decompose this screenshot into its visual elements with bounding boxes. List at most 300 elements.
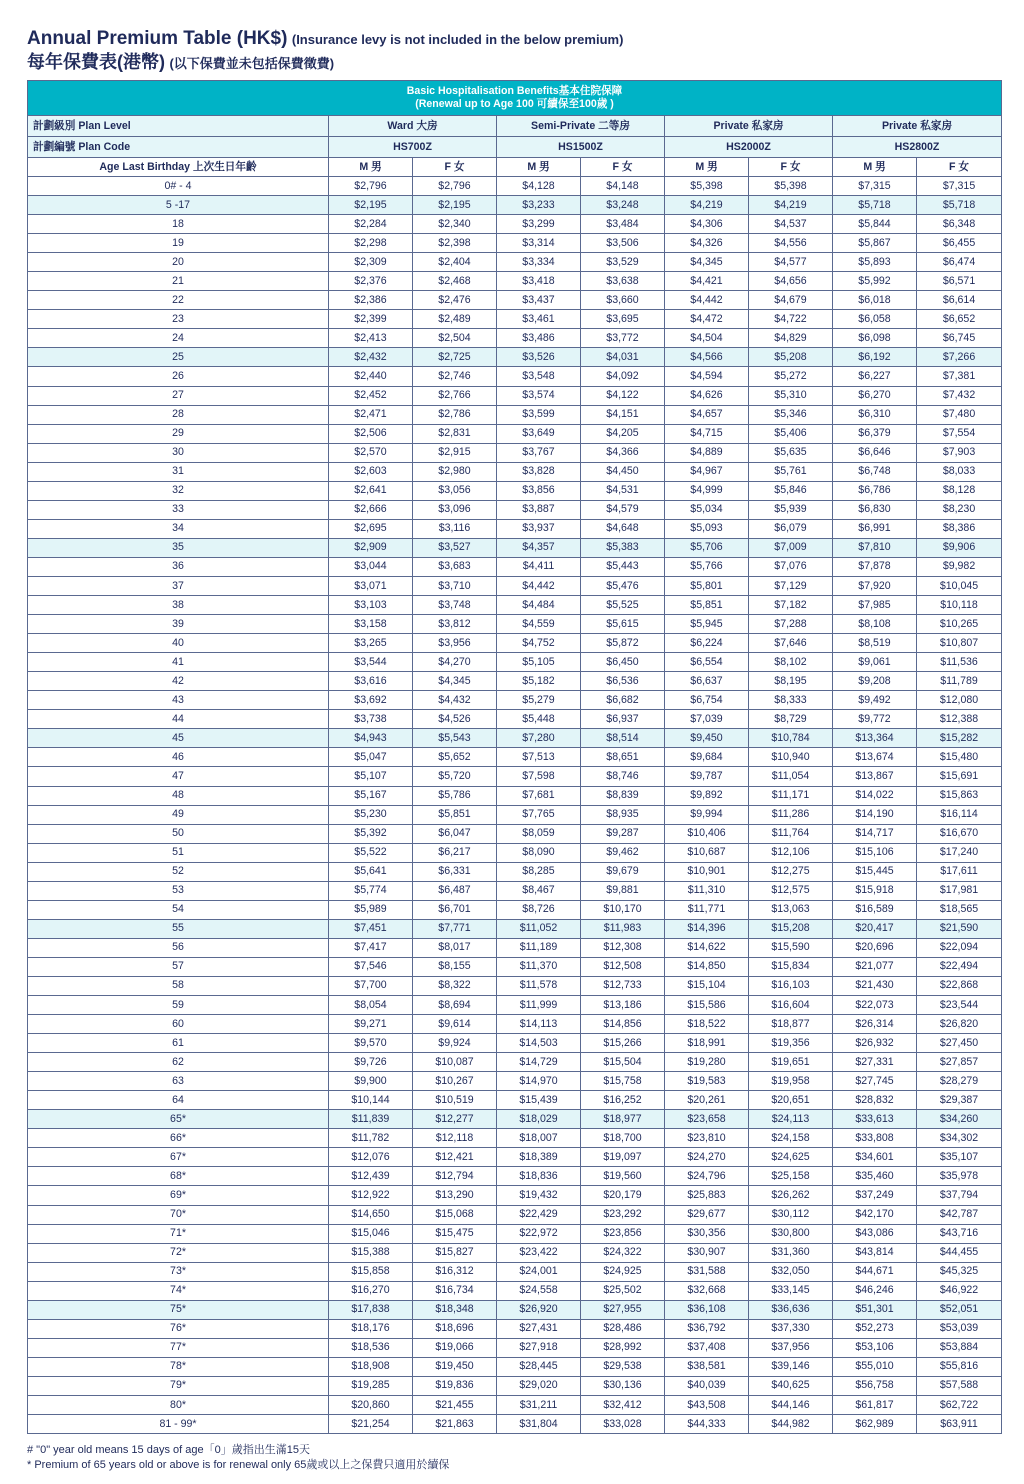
table-row [28,557,1002,576]
premium-cell: $24,558 [497,1281,581,1300]
premium-cell: $27,431 [497,1319,581,1338]
table-row [28,1091,1002,1110]
premium-cell: $43,508 [665,1396,749,1415]
table-row [28,1034,1002,1053]
premium-cell: $4,999 [665,481,749,500]
premium-cell: $6,614 [917,291,1002,310]
premium-cell: $11,999 [497,996,581,1015]
premium-cell: $11,171 [749,786,833,805]
premium-cell: $12,575 [749,881,833,900]
premium-cell: $8,230 [917,500,1002,519]
age-cell: 51 [28,843,329,862]
premium-cell: $3,056 [413,481,497,500]
age-cell: 56 [28,938,329,957]
premium-cell: $12,421 [413,1148,497,1167]
premium-cell: $8,090 [497,843,581,862]
table-row [28,1243,1002,1262]
premium-cell: $4,577 [749,253,833,272]
premium-cell: $34,601 [833,1148,917,1167]
premium-cell: $9,492 [833,691,917,710]
table-row [28,1072,1002,1091]
age-cell: 48 [28,786,329,805]
premium-cell: $11,771 [665,900,749,919]
premium-cell: $37,408 [665,1338,749,1357]
premium-cell: $2,471 [329,405,413,424]
age-cell: 45 [28,729,329,748]
table-row [28,310,1002,329]
premium-cell: $4,559 [497,615,581,634]
premium-cell: $10,265 [917,615,1002,634]
premium-cell: $13,364 [833,729,917,748]
footnote-renewal: * Premium of 65 years old or above is for renewal only 65歲或以上之保費只適用於續保 [27,1459,450,1471]
table-row [28,615,1002,634]
premium-cell: $3,812 [413,615,497,634]
table-row [28,786,1002,805]
age-cell: 78* [28,1357,329,1376]
table-row [28,291,1002,310]
premium-cell: $8,017 [413,938,497,957]
table-row [28,729,1002,748]
age-cell: 65* [28,1110,329,1129]
premium-cell: $35,107 [917,1148,1002,1167]
table-row [28,1281,1002,1300]
premium-cell: $14,113 [497,1015,581,1034]
premium-cell: $4,031 [581,348,665,367]
premium-cell: $5,720 [413,767,497,786]
table-row [28,329,1002,348]
table-row [28,653,1002,672]
premium-cell: $7,182 [749,596,833,615]
premium-cell: $32,668 [665,1281,749,1300]
premium-cell: $5,761 [749,462,833,481]
premium-cell: $16,252 [581,1091,665,1110]
premium-cell: $29,538 [581,1357,665,1376]
premium-cell: $2,506 [329,424,413,443]
premium-cell: $5,945 [665,615,749,634]
table-row [28,748,1002,767]
age-cell: 43 [28,691,329,710]
premium-cell: $43,716 [917,1224,1002,1243]
table-row [28,881,1002,900]
premium-cell: $6,450 [581,653,665,672]
premium-cell: $10,687 [665,843,749,862]
premium-cell: $3,638 [581,272,665,291]
premium-cell: $3,096 [413,500,497,519]
premium-cell: $3,544 [329,653,413,672]
table-row [28,1167,1002,1186]
premium-cell: $15,046 [329,1224,413,1243]
plan-code-ward: HS700Z [329,137,497,158]
premium-cell: $52,273 [833,1319,917,1338]
premium-cell: $3,828 [497,462,581,481]
premium-cell: $4,326 [665,234,749,253]
table-row [28,1224,1002,1243]
premium-cell: $5,398 [749,177,833,196]
premium-cell: $38,581 [665,1357,749,1376]
age-cell: 46 [28,748,329,767]
premium-cell: $6,270 [833,386,917,405]
premium-cell: $5,448 [497,710,581,729]
premium-cell: $24,625 [749,1148,833,1167]
premium-cell: $7,903 [917,443,1002,462]
premium-cell: $19,958 [749,1072,833,1091]
premium-cell: $4,526 [413,710,497,729]
premium-cell: $27,918 [497,1338,581,1357]
premium-cell: $3,484 [581,215,665,234]
premium-cell: $57,588 [917,1376,1002,1395]
premium-cell: $5,786 [413,786,497,805]
premium-cell: $4,357 [497,538,581,557]
premium-cell: $10,807 [917,634,1002,653]
premium-cell: $24,270 [665,1148,749,1167]
premium-cell: $23,658 [665,1110,749,1129]
premium-cell: $19,583 [665,1072,749,1091]
premium-cell: $20,696 [833,938,917,957]
premium-cell: $6,098 [833,329,917,348]
premium-cell: $2,915 [413,443,497,462]
premium-cell: $26,262 [749,1186,833,1205]
premium-cell: $11,052 [497,919,581,938]
premium-cell: $5,522 [329,843,413,862]
age-cell: 40 [28,634,329,653]
premium-cell: $3,574 [497,386,581,405]
premium-cell: $3,437 [497,291,581,310]
age-cell: 25 [28,348,329,367]
premium-cell: $2,195 [329,196,413,215]
premium-cell: $21,430 [833,976,917,995]
premium-cell: $2,413 [329,329,413,348]
premium-cell: $19,356 [749,1034,833,1053]
premium-cell: $7,513 [497,748,581,767]
premium-cell: $9,906 [917,538,1002,557]
premium-cell: $18,007 [497,1129,581,1148]
premium-cell: $5,872 [581,634,665,653]
age-cell: 32 [28,481,329,500]
premium-cell: $3,103 [329,596,413,615]
premium-cell: $6,348 [917,215,1002,234]
age-cell: 49 [28,805,329,824]
age-cell: 41 [28,653,329,672]
premium-cell: $9,726 [329,1053,413,1072]
premium-cell: $43,086 [833,1224,917,1243]
premium-cell: $5,107 [329,767,413,786]
premium-cell: $9,614 [413,1015,497,1034]
female-header: F 女 [917,158,1002,177]
premium-cell: $15,475 [413,1224,497,1243]
premium-cell: $10,045 [917,576,1002,595]
male-header: M 男 [833,158,917,177]
premium-cell: $4,829 [749,329,833,348]
premium-cell: $25,883 [665,1186,749,1205]
premium-cell: $56,758 [833,1376,917,1395]
table-row [28,996,1002,1015]
premium-cell: $31,360 [749,1243,833,1262]
premium-cell: $35,978 [917,1167,1002,1186]
premium-cell: $3,334 [497,253,581,272]
table-row [28,862,1002,881]
premium-cell: $33,028 [581,1415,665,1434]
premium-cell: $46,922 [917,1281,1002,1300]
premium-cell: $25,502 [581,1281,665,1300]
premium-cell: $3,548 [497,367,581,386]
table-row [28,634,1002,653]
premium-cell: $5,706 [665,538,749,557]
premium-cell: $42,787 [917,1205,1002,1224]
age-cell: 54 [28,900,329,919]
premium-cell: $16,270 [329,1281,413,1300]
premium-cell: $3,887 [497,500,581,519]
premium-cell: $2,376 [329,272,413,291]
premium-cell: $6,455 [917,234,1002,253]
premium-cell: $14,022 [833,786,917,805]
premium-cell: $5,652 [413,748,497,767]
premium-cell: $8,651 [581,748,665,767]
premium-cell: $9,450 [665,729,749,748]
premium-cell: $15,104 [665,976,749,995]
premium-cell: $5,034 [665,500,749,519]
premium-cell: $23,544 [917,996,1002,1015]
premium-cell: $33,145 [749,1281,833,1300]
premium-cell: $2,489 [413,310,497,329]
premium-cell: $3,956 [413,634,497,653]
premium-cell: $2,398 [413,234,497,253]
premium-cell: $11,839 [329,1110,413,1129]
age-cell: 47 [28,767,329,786]
age-cell: 23 [28,310,329,329]
premium-table-body [28,81,1002,1434]
premium-cell: $4,442 [497,576,581,595]
premium-cell: $5,718 [917,196,1002,215]
premium-cell: $8,519 [833,634,917,653]
premium-cell: $6,786 [833,481,917,500]
premium-cell: $4,556 [749,234,833,253]
premium-cell: $9,892 [665,786,749,805]
premium-cell: $3,660 [581,291,665,310]
premium-cell: $4,679 [749,291,833,310]
premium-cell: $2,468 [413,272,497,291]
premium-cell: $8,839 [581,786,665,805]
table-row [28,348,1002,367]
age-cell: 79* [28,1376,329,1395]
premium-cell: $9,900 [329,1072,413,1091]
premium-cell: $2,399 [329,310,413,329]
premium-cell: $15,858 [329,1262,413,1281]
age-cell: 76* [28,1319,329,1338]
age-cell: 44 [28,710,329,729]
age-cell: 21 [28,272,329,291]
premium-cell: $18,522 [665,1015,749,1034]
premium-cell: $15,863 [917,786,1002,805]
age-cell: 80* [28,1396,329,1415]
premium-cell: $40,625 [749,1376,833,1395]
premium-cell: $14,970 [497,1072,581,1091]
premium-cell: $23,422 [497,1243,581,1262]
premium-cell: $51,301 [833,1300,917,1319]
premium-cell: $11,782 [329,1129,413,1148]
premium-cell: $9,061 [833,653,917,672]
premium-cell: $9,982 [917,557,1002,576]
banner-line-2: (Renewal up to Age 100 可續保至100歲 ) [415,98,614,110]
premium-cell: $5,208 [749,348,833,367]
premium-cell: $7,554 [917,424,1002,443]
premium-cell: $12,275 [749,862,833,881]
premium-cell: $15,586 [665,996,749,1015]
premium-cell: $2,725 [413,348,497,367]
age-cell: 36 [28,557,329,576]
premium-cell: $25,158 [749,1167,833,1186]
premium-cell: $32,412 [581,1396,665,1415]
premium-cell: $14,622 [665,938,749,957]
premium-cell: $7,451 [329,919,413,938]
premium-cell: $27,450 [917,1034,1002,1053]
premium-cell: $27,955 [581,1300,665,1319]
table-row [28,443,1002,462]
premium-cell: $8,033 [917,462,1002,481]
premium-cell: $8,467 [497,881,581,900]
premium-cell: $10,087 [413,1053,497,1072]
table-row [28,672,1002,691]
table-row [28,424,1002,443]
premium-cell: $4,752 [497,634,581,653]
premium-cell: $53,106 [833,1338,917,1357]
premium-cell: $6,571 [917,272,1002,291]
table-row [28,805,1002,824]
premium-cell: $6,652 [917,310,1002,329]
premium-cell: $8,195 [749,672,833,691]
premium-cell: $3,044 [329,557,413,576]
premium-cell: $11,983 [581,919,665,938]
premium-cell: $12,080 [917,691,1002,710]
premium-cell: $15,691 [917,767,1002,786]
premium-cell: $10,940 [749,748,833,767]
premium-cell: $18,977 [581,1110,665,1129]
premium-cell: $4,504 [665,329,749,348]
age-cell: 68* [28,1167,329,1186]
premium-cell: $3,710 [413,576,497,595]
premium-cell: $15,480 [917,748,1002,767]
premium-cell: $6,830 [833,500,917,519]
premium-cell: $8,746 [581,767,665,786]
premium-cell: $27,745 [833,1072,917,1091]
premium-cell: $15,758 [581,1072,665,1091]
premium-cell: $19,836 [413,1376,497,1395]
premium-cell: $4,306 [665,215,749,234]
table-row [28,500,1002,519]
premium-cell: $7,878 [833,557,917,576]
premium-cell: $2,695 [329,519,413,538]
age-cell: 75* [28,1300,329,1319]
premium-cell: $6,754 [665,691,749,710]
premium-cell: $8,333 [749,691,833,710]
premium-cell: $4,345 [665,253,749,272]
premium-cell: $4,626 [665,386,749,405]
premium-cell: $6,701 [413,900,497,919]
banner-line-1: Basic Hospitalisation Benefits基本住院保障 [406,85,623,97]
premium-cell: $27,857 [917,1053,1002,1072]
premium-cell: $4,579 [581,500,665,519]
premium-cell: $28,832 [833,1091,917,1110]
premium-cell: $6,554 [665,653,749,672]
premium-cell: $30,112 [749,1205,833,1224]
premium-cell: $18,029 [497,1110,581,1129]
premium-cell: $15,388 [329,1243,413,1262]
age-cell: 38 [28,596,329,615]
plan-code-label: 計劃編號 Plan Code [28,137,329,158]
premium-cell: $29,020 [497,1376,581,1395]
premium-cell: $16,589 [833,900,917,919]
premium-cell: $14,396 [665,919,749,938]
premium-cell: $61,817 [833,1396,917,1415]
table-row [28,1129,1002,1148]
premium-cell: $7,417 [329,938,413,957]
premium-cell: $5,801 [665,576,749,595]
premium-cell: $4,345 [413,672,497,691]
premium-cell: $30,800 [749,1224,833,1243]
age-cell: 71* [28,1224,329,1243]
premium-cell: $28,992 [581,1338,665,1357]
premium-cell: $20,651 [749,1091,833,1110]
premium-cell: $9,787 [665,767,749,786]
table-row [28,1205,1002,1224]
premium-cell: $9,570 [329,1034,413,1053]
premium-cell: $10,519 [413,1091,497,1110]
premium-cell: $5,310 [749,386,833,405]
premium-cell: $15,504 [581,1053,665,1072]
premium-cell: $36,636 [749,1300,833,1319]
premium-cell: $12,388 [917,710,1002,729]
premium-cell: $18,536 [329,1338,413,1357]
premium-cell: $8,108 [833,615,917,634]
premium-cell: $8,729 [749,710,833,729]
premium-cell: $18,176 [329,1319,413,1338]
premium-cell: $36,792 [665,1319,749,1338]
page-title: Annual Premium Table (HK$) [27,28,288,49]
age-cell: 37 [28,576,329,595]
age-cell: 67* [28,1148,329,1167]
premium-cell: $15,266 [581,1034,665,1053]
premium-cell: $4,432 [413,691,497,710]
premium-cell: $28,279 [917,1072,1002,1091]
premium-cell: $14,503 [497,1034,581,1053]
premium-cell: $6,991 [833,519,917,538]
premium-cell: $16,114 [917,805,1002,824]
premium-cell: $23,810 [665,1129,749,1148]
table-row [28,1300,1002,1319]
premium-cell: $2,796 [329,177,413,196]
premium-cell: $4,128 [497,177,581,196]
premium-cell: $4,566 [665,348,749,367]
premium-cell: $6,637 [665,672,749,691]
premium-cell: $2,831 [413,424,497,443]
premium-cell: $19,066 [413,1338,497,1357]
premium-cell: $18,836 [497,1167,581,1186]
female-header: F 女 [581,158,665,177]
premium-cell: $8,128 [917,481,1002,500]
premium-cell: $9,462 [581,843,665,862]
premium-cell: $62,722 [917,1396,1002,1415]
footnotes [27,1443,449,1473]
premium-cell: $9,679 [581,862,665,881]
premium-cell: $4,122 [581,386,665,405]
premium-cell: $14,717 [833,824,917,843]
premium-cell: $7,546 [329,957,413,976]
premium-cell: $3,738 [329,710,413,729]
age-cell: 34 [28,519,329,538]
premium-cell: $2,476 [413,291,497,310]
premium-cell: $7,480 [917,405,1002,424]
age-cell: 60 [28,1015,329,1034]
premium-cell: $29,387 [917,1091,1002,1110]
